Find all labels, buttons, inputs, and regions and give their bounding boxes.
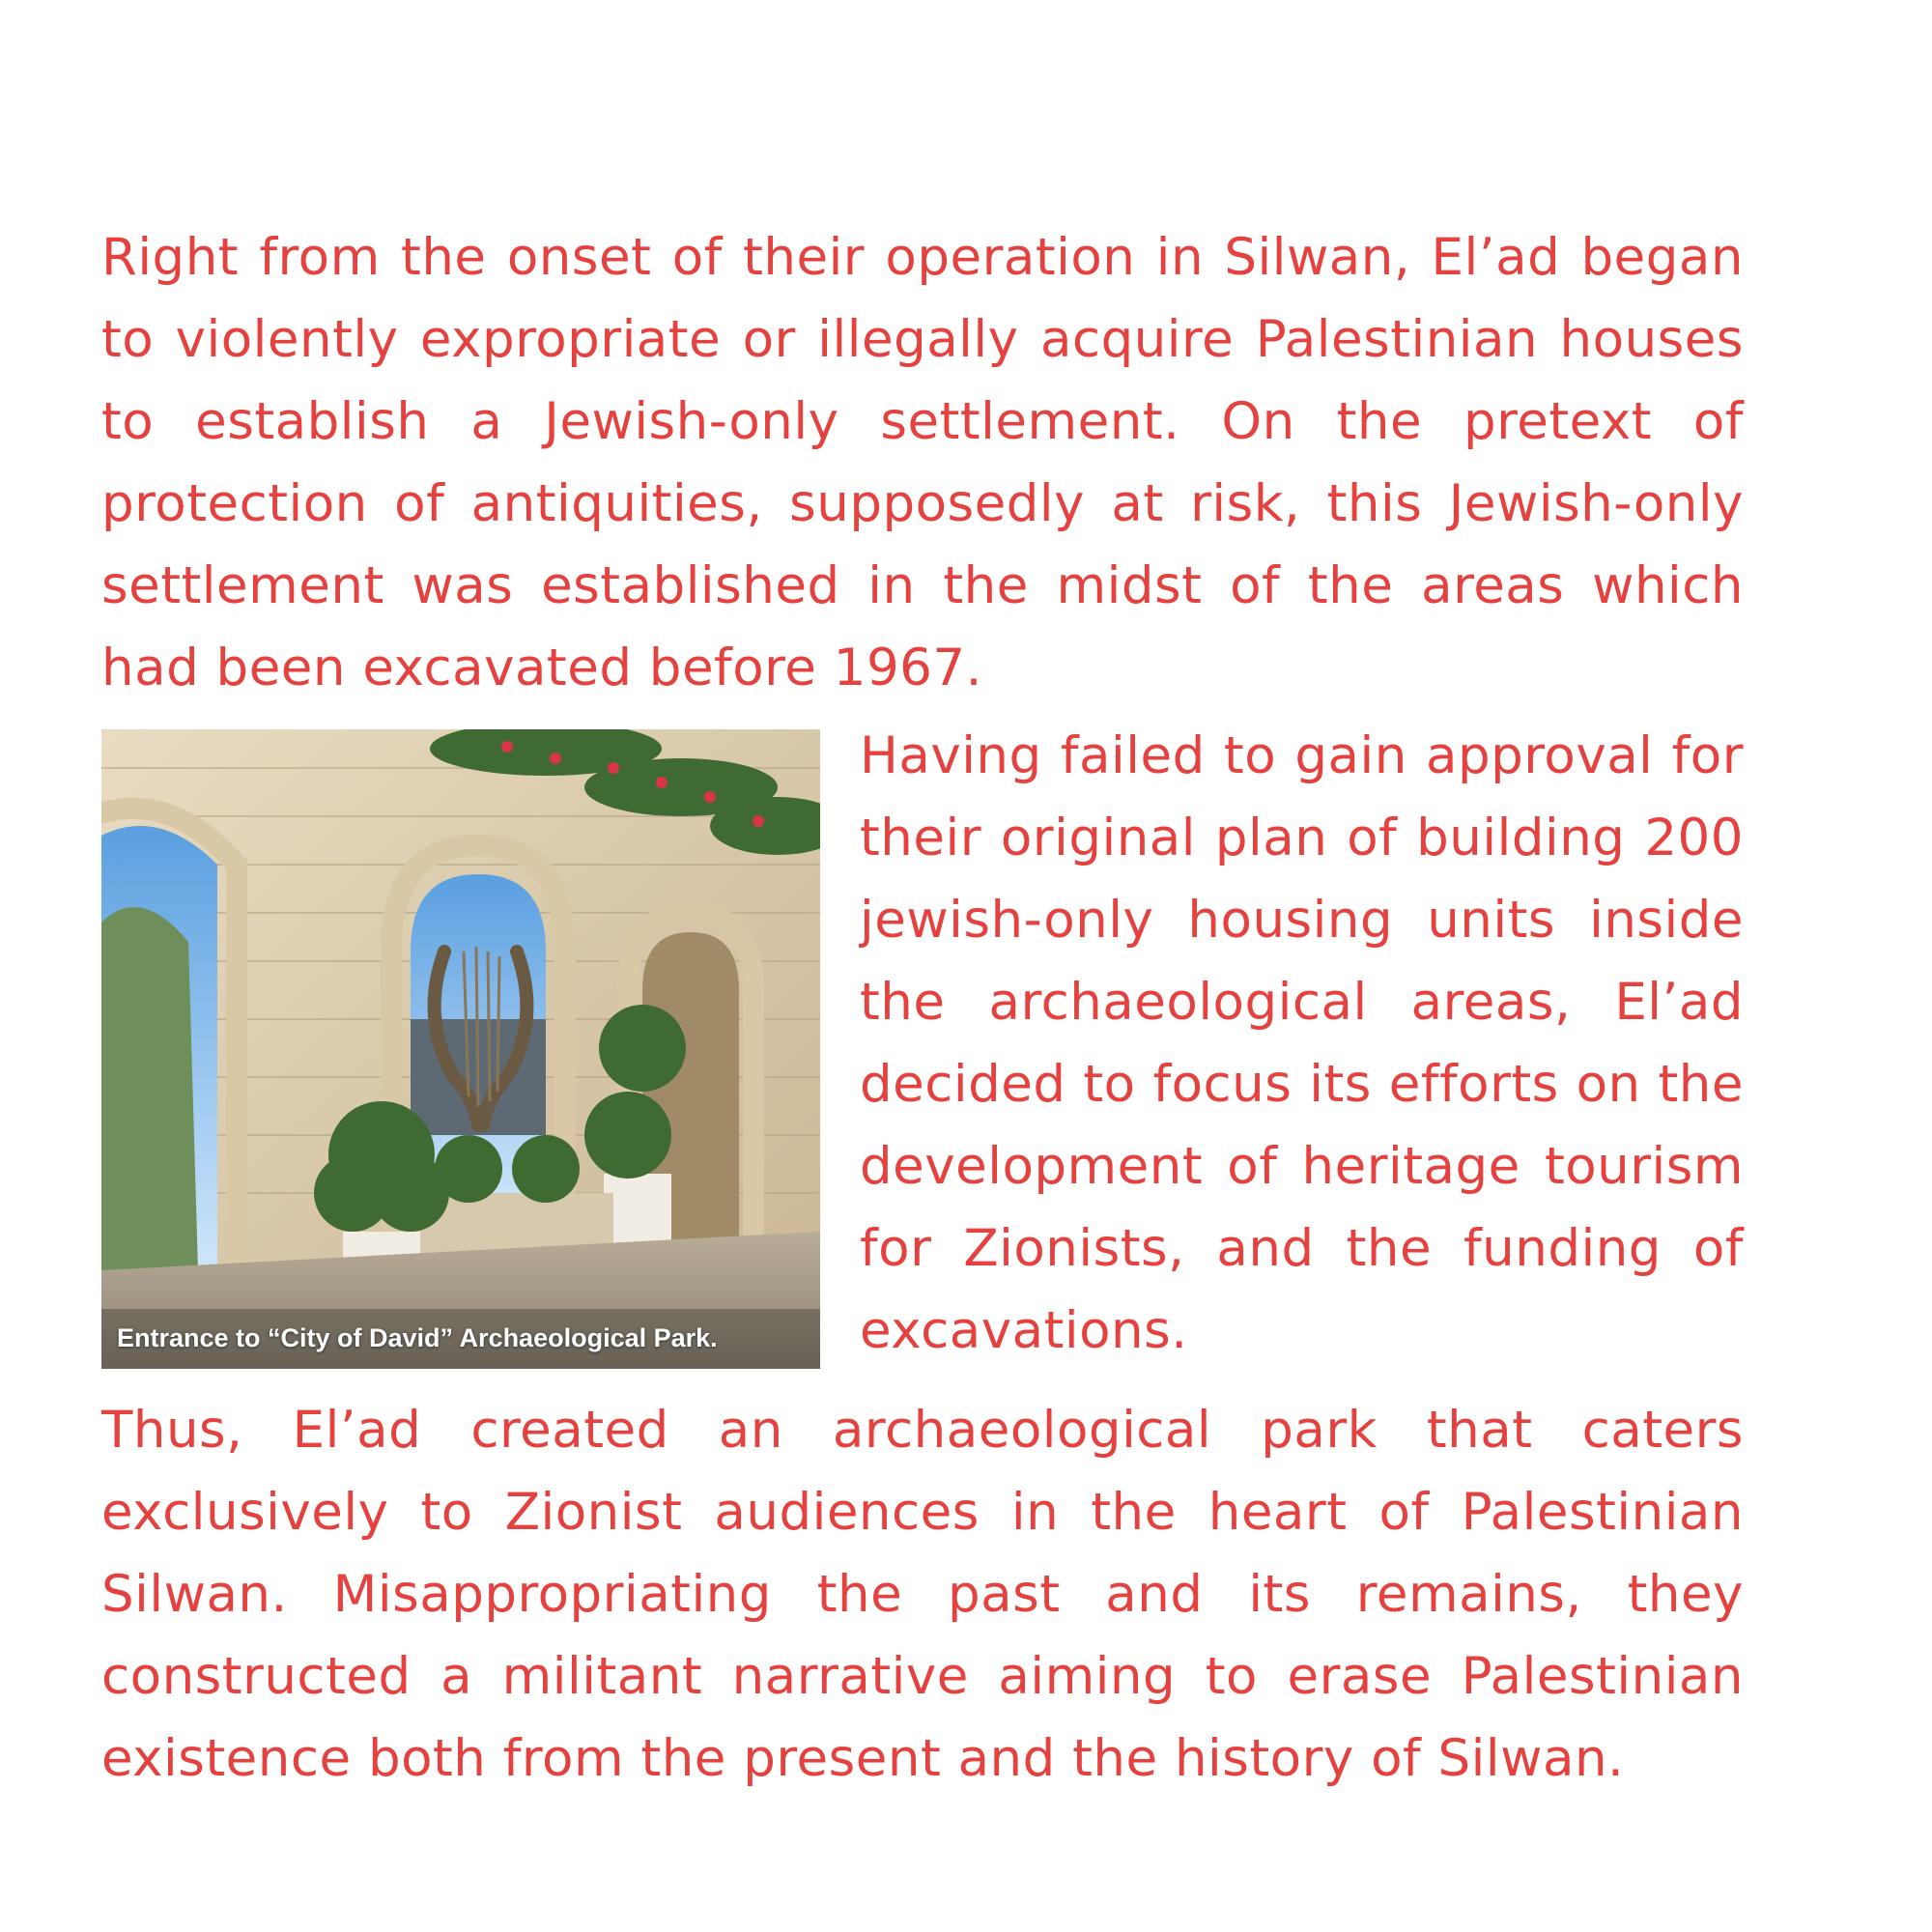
entrance-photo-illustration <box>101 729 820 1369</box>
closing-paragraph: Thus, El’ad created an archaeological park that caters exclusively to Zionist audiences in the heart of Palestinian Silwan. Misappropriating the past and its remains, they constructed a militant narrative aiming to erase Palestinian existence both from the present and the history of Silwan. <box>101 1401 1744 1788</box>
entrance-photo <box>101 729 820 1369</box>
side-paragraph: Having failed to gain approval for their original plan of building 200 jewish-only housing units inside the archaeological areas, El’ad decided to focus its efforts on the development of heritage tourism for Zionists, and the funding of excavations. <box>860 726 1744 1360</box>
photo-caption: Entrance to “City of David” Archaeological Park. <box>117 1323 718 1352</box>
intro-paragraph: Right from the onset of their operation in Silwan, El’ad began to violently expropriate or illegally acquire Palestinian houses to establish a Jewish-only settlement. On the pretext of protection of antiquities, supposedly at risk, this Jewish-only settlement was established in the midst of the areas which had been excavated before 1967. <box>101 228 1744 697</box>
